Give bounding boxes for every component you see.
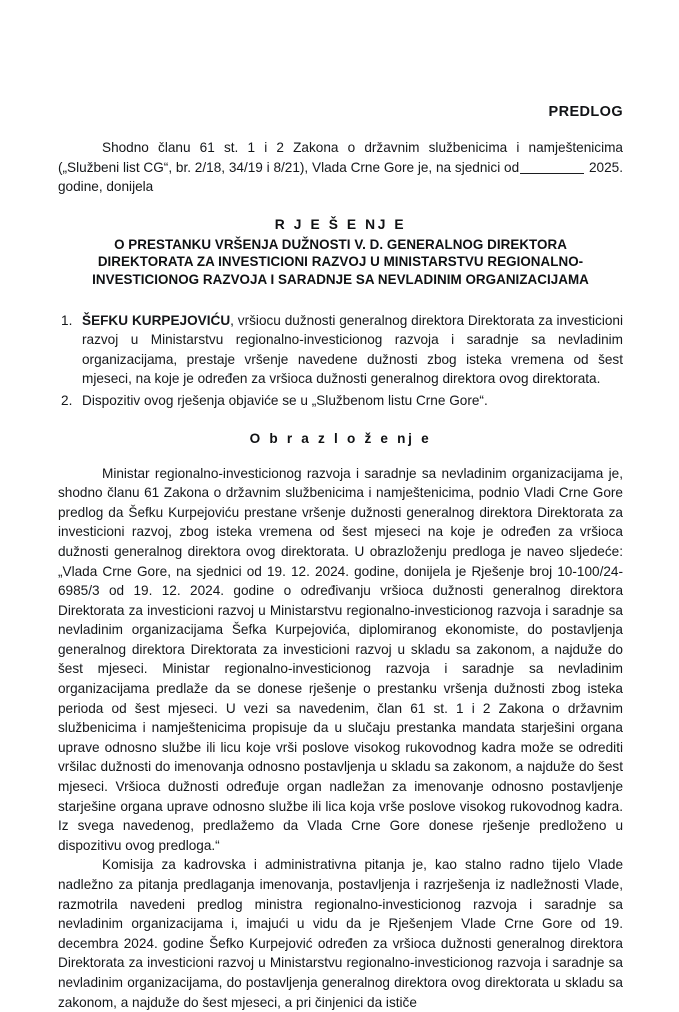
- dispositive-list: [58, 311, 623, 411]
- decision-subtitle-line-3: INVESTICIONOG RAZVOJA I SARADNJE SA NEVLADINIM ORGANIZACIJAMA: [92, 271, 589, 287]
- document-type-label: PREDLOG: [548, 104, 623, 120]
- dispositive-item-2-text: Dispozitiv ovog rješenja objaviće se u „Službenom listu Crne Gore“.: [82, 392, 488, 408]
- preamble-text-before-blank: Shodno članu 61 st. 1 i 2 Zakona o državnim službenicima i namještenicima („Službeni list CG“, br. 2/18, 34/19 i 8/21), Vlada Crne Gore je, na sjednici od: [58, 140, 623, 175]
- decision-subtitle-line-1: O PRESTANKU VRŠENJA DUŽNOSTI V. D. GENERALNOG DIREKTORA: [114, 236, 567, 252]
- decision-subtitle: [58, 236, 623, 289]
- decision-title-block: [58, 215, 623, 289]
- date-blank-line: [520, 173, 584, 174]
- preamble-text-after-blank: 2025. godine, donijela: [58, 159, 623, 195]
- document-body: [58, 138, 623, 1012]
- reasoning-body: [58, 464, 623, 1012]
- reasoning-paragraph-1: Ministar regionalno-investicionog razvoja i saradnje sa nevladinim organizacijama je, shodno članu 61 Zakona o državnim službenicima i namještenicima, podnio Vladi Crne Gore predlog da Šefku Kurpejoviću prestane vršenje dužnosti generalnog direktora Direktorata za investicioni razvoj, zbog isteka vremena od šest mjeseci na koje je određen za vršioca dužnosti generalnog direktora ovog direktorata. U obrazloženju predloga je naveo sljedeće: „Vlada Crne Gore, na sjednici od 19. 12. 2024. godine, donijela je Rješenje broj 10-100/24-6985/3 od 19. 12. 2024. godine o određivanju vršioca dužnosti generalnog direktora Direktorata za investicioni razvoj u Ministarstvu regionalno-investicionog razvoja i saradnje sa nevladinim organizacijama Šefka Kurpejovića, diplomiranog ekonomiste, do postavljenja generalnog direktora Direktorata za investicioni razvoj u skladu sa zakonom, a najduže do šest mjeseci. Ministar regionalno-investicionog razvoja i saradnje sa nevladinim organizacijama predlaže da se donese rješenje o prestanku vršenja dužnosti zbog isteka perioda od šest mjeseci. U vezi sa navedenim, član 61 st. 1 i 2 Zakona o državnim službenicima i namještenicima propisuje da u slučaju prestanka mandata starješini organa uprave odnosno službe ili licu koje vrši poslove visokog rukovodnog kadra može se odrediti vršilac dužnosti do imenovanja odnosno postavljenja u skladu sa zakonom, a najduže do šest mjeseci. Vršioca dužnosti određuje organ nadležan za imenovanje odnosno postavljenje starješine organa uprave odnosno službe ili lica koja vrše poslove visokog rukovodnog kadra. Iz svega navedenog, predlažemo da Vlada Crne Gore donese rješenje predloženo u dispozitivu ovog predloga.“: [58, 465, 623, 853]
- decision-subtitle-line-2: DIREKTORATA ZA INVESTICIONI RAZVOJ U MINISTARSTVU REGIONALNO-: [97, 254, 584, 270]
- person-name: ŠEFKU KURPEJOVIĆU: [82, 312, 231, 328]
- reasoning-paragraph-2: Komisija za kadrovska i administrativna pitanja je, kao stalno radno tijelo Vlade nadležno za pitanja predlaganja imenovanja, postavljenja i razrješenja iz nadležnosti Vlade, razmotrila navedeni predlog ministra regionalno-investicionog razvoja i saradnje sa nevladinim organizacijama i, imajući u vidu da je Rješenjem Vlade Crne Gore od 19. decembra 2024. godine Šefko Kurpejović određen za vršioca dužnosti generalnog direktora Direktorata za investicioni razvoj u Ministarstvu regionalno-investicionog razvoja i saradnje sa nevladinim organizacijama, do postavljenja generalnog direktora ovog direktorata u skladu sa zakonom, a najduže do šest mjeseci, a pri činjenici da ističe: [58, 857, 623, 1010]
- document-header: [549, 103, 624, 121]
- dispositive-item-1-text: , vršiocu dužnosti generalnog direktora Direktorata za investicioni razvoj u Ministarstvu regionalno-investicionog razvoja i saradnje sa nevladinim organizacijama, prestaje vršenje navedene dužnosti zbog isteka vremena od šest mjeseci, na koje je određen za vršioca dužnosti generalnog direktora ovog direktorata.: [82, 312, 624, 387]
- preamble-paragraph: [58, 138, 623, 197]
- reasoning-heading: O b r a z l o ž e nj e: [249, 430, 432, 446]
- decision-title: R J E Š E NJ E: [274, 216, 407, 232]
- dispositive-item-1: [58, 311, 623, 389]
- dispositive-item-2: [58, 391, 623, 411]
